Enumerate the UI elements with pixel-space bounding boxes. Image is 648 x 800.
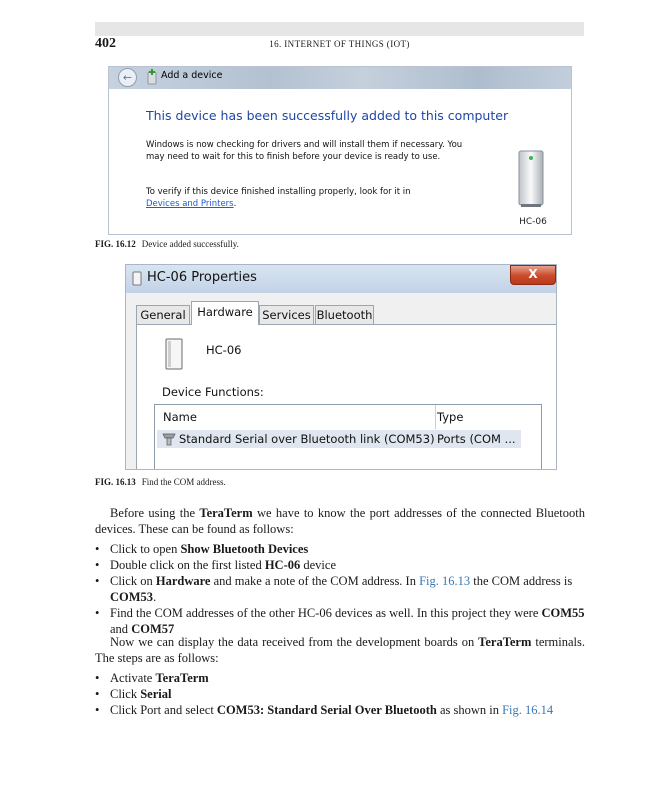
bold-run: COM55 (541, 606, 585, 620)
bluetooth-device-icon (511, 149, 551, 209)
device-name: HC-06 (206, 343, 242, 357)
text-run: device (300, 558, 336, 572)
bold-run: COM53 (110, 590, 154, 604)
bold-run: TeraTerm (155, 671, 209, 685)
steps-list-2 (95, 670, 585, 718)
chapter-title: 16. INTERNET OF THINGS (IOT) (269, 39, 410, 49)
teraterm-bold: TeraTerm (199, 506, 253, 520)
list-item (95, 686, 585, 702)
text-run: Before using the (110, 506, 200, 520)
list-item (95, 670, 585, 686)
verify-message (146, 186, 466, 210)
back-arrow-icon[interactable]: ← (118, 68, 137, 87)
dialog-title-bar (126, 265, 556, 293)
bold-run: Serial (140, 687, 172, 701)
text-run: the COM address is (470, 574, 573, 588)
bold-run: Hardware (155, 574, 211, 588)
text-run: we have to know the port addresses of the connected Bluetooth devices. These can be found as follows: (95, 506, 585, 536)
devices-printers-link[interactable]: Devices and Printers (146, 199, 234, 209)
running-head (95, 36, 584, 52)
column-header-name[interactable]: Name (155, 405, 436, 429)
device-title-icon (132, 271, 142, 286)
text-run: and (110, 622, 132, 636)
teraterm-bold: TeraTerm (478, 635, 532, 649)
wizard-title: Add a device (161, 70, 223, 81)
success-heading: This device has been successfully added to this computer (146, 108, 509, 123)
paragraph-intro (95, 505, 585, 537)
text-run: as shown in (436, 703, 503, 717)
text-run: Click Port and select (110, 703, 217, 717)
device-functions-table (154, 404, 542, 470)
bold-run: Show Bluetooth Devices (180, 542, 309, 556)
text-run: Click on (110, 574, 156, 588)
text-run: Double click on the first listed (110, 558, 265, 572)
figure-caption-12 (95, 239, 239, 249)
row-name: Standard Serial over Bluetooth link (COM53) (179, 432, 435, 446)
text-run: Click (110, 687, 141, 701)
verify-period: . (233, 199, 237, 209)
device-functions-label: Device Functions: (162, 385, 264, 399)
list-item (95, 541, 585, 557)
header-rule (95, 22, 584, 36)
caption-label: FIG. 16.12 (95, 239, 136, 249)
add-device-icon (145, 69, 159, 85)
device-label: HC-06 (519, 217, 547, 227)
tab-general[interactable]: General (136, 305, 190, 324)
text-run: Now we can display the data received from the development boards on (110, 635, 479, 649)
text-run: Activate (110, 671, 156, 685)
figure-caption-13 (95, 477, 226, 487)
text-run: terminals. The steps are as follows: (95, 635, 585, 665)
list-item (95, 557, 585, 573)
column-header-type[interactable]: Type (437, 410, 464, 424)
caption-text: Device added successfully. (141, 239, 239, 249)
tab-bluetooth[interactable]: Bluetooth (315, 305, 374, 324)
tab-services[interactable]: Services (259, 305, 314, 324)
verify-text: To verify if this device finished installing properly, look for it in (146, 187, 411, 197)
bold-run: COM57 (131, 622, 175, 636)
caption-text: Find the COM address. (141, 477, 226, 487)
text-run: Find the COM addresses of the other HC-06 devices as well. In this project they were (110, 606, 542, 620)
driver-message: Windows is now checking for drivers and will install them if necessary. You may need to wait for this to finish before your device is ready to use. (146, 140, 463, 162)
list-item (95, 573, 585, 605)
figure-link[interactable]: Fig. 16.14 (502, 703, 554, 717)
text-run: . (153, 590, 157, 604)
bold-run: COM53: Standard Serial Over Bluetooth (216, 703, 437, 717)
figure-link[interactable]: Fig. 16.13 (419, 574, 471, 588)
text-run: and make a note of the COM address. In (210, 574, 420, 588)
steps-list-1 (95, 541, 585, 637)
page-number: 402 (95, 36, 116, 51)
caption-label: FIG. 16.13 (95, 477, 136, 487)
row-type: Ports (COM ... (437, 432, 516, 446)
close-button[interactable]: X (510, 265, 556, 285)
hc06-device-icon (163, 338, 185, 371)
list-item (95, 702, 585, 718)
tab-hardware[interactable]: Hardware (191, 301, 259, 325)
table-row[interactable] (157, 430, 521, 448)
dialog-title: HC-06 Properties (147, 270, 257, 285)
list-item (95, 605, 585, 637)
serial-port-icon (162, 432, 176, 446)
bold-run: HC-06 (264, 558, 301, 572)
paragraph-display (95, 634, 585, 666)
text-run: Click to open (110, 542, 181, 556)
wizard-title-bar (109, 67, 571, 89)
figure-device-added (108, 66, 572, 235)
figure-properties-dialog (125, 264, 557, 470)
